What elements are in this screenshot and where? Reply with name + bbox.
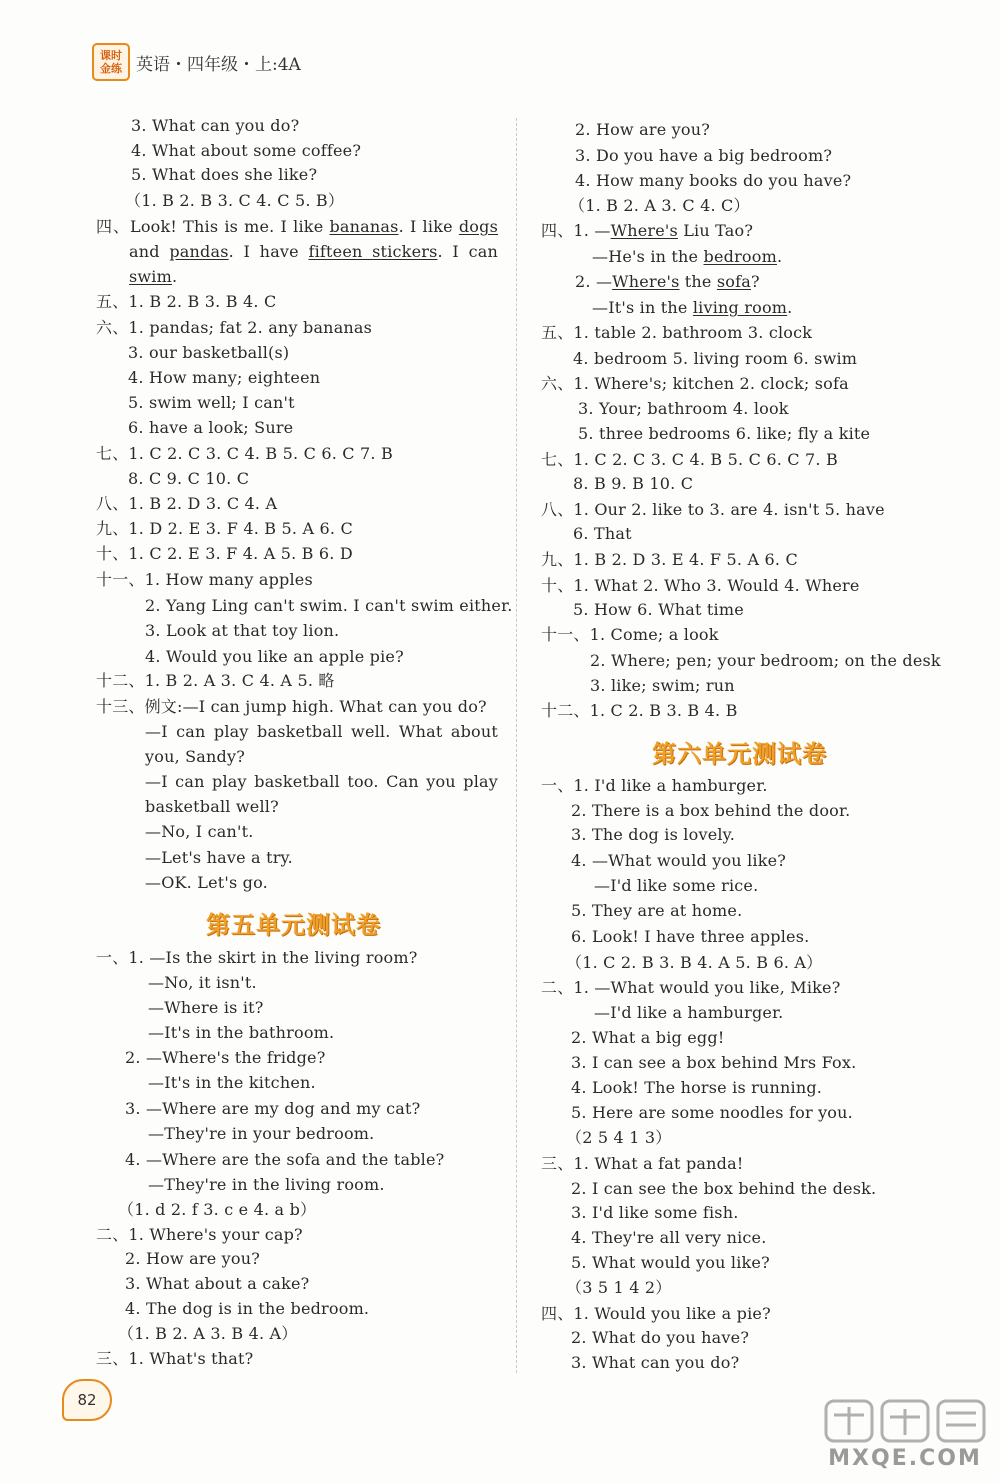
answer-line: 一、1. I'd like a hamburger. bbox=[541, 776, 768, 795]
answer-line: 4. Would you like an apple pie? bbox=[145, 647, 404, 666]
answer-line: 2. How are you? bbox=[575, 120, 711, 139]
answer-line: 2. I can see the box behind the desk. bbox=[571, 1179, 877, 1198]
answer-line: 九、1. B 2. D 3. E 4. F 5. A 6. C bbox=[541, 550, 798, 569]
watermark-text: MXQE.COM bbox=[828, 1446, 982, 1471]
answer-line: 3. I can see a box behind Mrs Fox. bbox=[571, 1053, 857, 1072]
answer-line: 8. C 9. C 10. C bbox=[128, 469, 250, 488]
answer-line: 四、1. Would you like a pie? bbox=[541, 1304, 771, 1323]
answer-line: —I can play basketball well. What about bbox=[145, 722, 498, 741]
answer-line: you, Sandy? bbox=[145, 747, 246, 766]
answer-line: 五、1. B 2. B 3. B 4. C bbox=[96, 292, 277, 311]
answer-line: —They're in your bedroom. bbox=[148, 1124, 375, 1143]
answer-line: （1. C 2. B 3. B 4. A 5. B 6. A） bbox=[566, 953, 823, 972]
answer-line: 2. —Where's the sofa? bbox=[575, 272, 760, 291]
answer-line: 2. There is a box behind the door. bbox=[571, 801, 851, 820]
answer-line: 3. The dog is lovely. bbox=[571, 825, 736, 844]
answer-line: 四、1. —Where's Liu Tao? bbox=[541, 221, 754, 240]
answer-line: —No, I can't. bbox=[145, 822, 254, 841]
answer-line: —It's in the kitchen. bbox=[148, 1073, 316, 1092]
answer-line: 六、1. pandas; fat 2. any bananas bbox=[96, 318, 373, 337]
answer-line: 6. Look! I have three apples. bbox=[571, 927, 810, 946]
answer-line: —OK. Let's go. bbox=[145, 873, 268, 892]
answer-line: （2 5 4 1 3） bbox=[566, 1128, 672, 1147]
answer-line: 4. The dog is in the bedroom. bbox=[125, 1299, 370, 1318]
answer-line: —It's in the living room. bbox=[592, 298, 793, 317]
answer-line: swim. bbox=[129, 267, 178, 286]
answer-line: 七、1. C 2. C 3. C 4. B 5. C 6. C 7. B bbox=[96, 444, 393, 463]
answer-line: 十一、1. How many apples bbox=[96, 570, 313, 589]
answer-line: 3. I'd like some fish. bbox=[571, 1203, 739, 1222]
answer-line: —I'd like a hamburger. bbox=[594, 1003, 784, 1022]
answer-line: 十一、1. Come; a look bbox=[541, 625, 719, 644]
answer-line: 十二、1. B 2. A 3. C 4. A 5. 略 bbox=[96, 671, 335, 690]
answer-line: 3. our basketball(s) bbox=[128, 343, 290, 362]
answer-line: 4. They're all very nice. bbox=[571, 1228, 767, 1247]
answer-line: 5. three bedrooms 6. like; fly a kite bbox=[578, 424, 871, 443]
answer-line: 6. have a look; Sure bbox=[128, 418, 294, 437]
column-divider bbox=[516, 118, 517, 1373]
logo-bottom-text: 金练 bbox=[100, 62, 122, 75]
answer-line: —They're in the living room. bbox=[148, 1175, 385, 1194]
unit6-test-title: 第六单元测试卷 bbox=[652, 740, 827, 768]
answer-line: 4. How many books do you have? bbox=[575, 171, 852, 190]
answer-line: 5. Here are some noodles for you. bbox=[571, 1103, 853, 1122]
answer-line: 十、1. What 2. Who 3. Would 4. Where bbox=[541, 576, 860, 595]
answer-line: 2. What do you have? bbox=[571, 1328, 750, 1347]
answer-line: —No, it isn't. bbox=[148, 973, 257, 992]
answer-line: 十、1. C 2. E 3. F 4. A 5. B 6. D bbox=[96, 544, 353, 563]
answer-line: 五、1. table 2. bathroom 3. clock bbox=[541, 323, 813, 342]
answer-line: （1. B 2. A 3. B 4. A） bbox=[118, 1324, 298, 1343]
answer-line: 2. What a big egg! bbox=[571, 1028, 725, 1047]
answer-line: 8. B 9. B 10. C bbox=[573, 474, 694, 493]
answer-line: and pandas. I have fifteen stickers. I can bbox=[129, 242, 498, 261]
answer-line: 十二、1. C 2. B 3. B 4. B bbox=[541, 701, 738, 720]
answer-line: —Let's have a try. bbox=[145, 848, 293, 867]
answer-line: —I'd like some rice. bbox=[594, 876, 759, 895]
answer-line: —He's in the bedroom. bbox=[592, 247, 783, 266]
answer-line: basketball well? bbox=[145, 797, 279, 816]
answer-line: 3. —Where are my dog and my cat? bbox=[125, 1099, 421, 1118]
answer-line: 八、1. B 2. D 3. C 4. A bbox=[96, 494, 278, 513]
publisher-logo bbox=[92, 43, 130, 81]
answer-line: 5. They are at home. bbox=[571, 901, 743, 920]
answer-line: 四、Look! This is me. I like bananas. I like dogs bbox=[96, 217, 498, 236]
answer-line: 5. What would you like? bbox=[571, 1253, 770, 1272]
answer-line: 3. What can you do? bbox=[131, 116, 300, 135]
answer-line: 4. Look! The horse is running. bbox=[571, 1078, 823, 1097]
answer-line: 4. What about some coffee? bbox=[131, 141, 362, 160]
answer-line: 三、1. What a fat panda! bbox=[541, 1154, 744, 1173]
answer-line: （1. B 2. B 3. C 4. C 5. B） bbox=[125, 191, 345, 210]
answer-line: 4. How many; eighteen bbox=[128, 368, 321, 387]
answer-line: 2. Yang Ling can't swim. I can't swim either. bbox=[145, 596, 513, 615]
answer-line: 3. Look at that toy lion. bbox=[145, 621, 340, 640]
answer-line: 3. Your; bathroom 4. look bbox=[578, 399, 789, 418]
answer-line: 十三、例文:—I can jump high. What can you do? bbox=[96, 697, 487, 716]
answer-line: （1. B 2. A 3. C 4. C） bbox=[569, 196, 750, 215]
answer-line: 4. —Where are the sofa and the table? bbox=[125, 1150, 445, 1169]
answer-line: 3. What about a cake? bbox=[125, 1274, 310, 1293]
answer-line: 2. How are you? bbox=[125, 1249, 261, 1268]
page-header bbox=[92, 44, 301, 80]
answer-line: （3 5 1 4 2） bbox=[566, 1278, 672, 1297]
answer-line: 5. How 6. What time bbox=[573, 600, 744, 619]
logo-top-text: 课时 bbox=[100, 49, 122, 62]
answer-line: 二、1. Where's your cap? bbox=[96, 1225, 303, 1244]
answer-line: 3. What can you do? bbox=[571, 1353, 740, 1372]
answer-line: 三、1. What's that? bbox=[96, 1349, 254, 1368]
answer-line: 九、1. D 2. E 3. F 4. B 5. A 6. C bbox=[96, 519, 353, 538]
answer-line: 八、1. Our 2. like to 3. are 4. isn't 5. have bbox=[541, 500, 885, 519]
answer-line: 4. —What would you like? bbox=[571, 851, 787, 870]
answer-line: 6. That bbox=[573, 524, 632, 543]
answer-line: 2. —Where's the fridge? bbox=[125, 1048, 326, 1067]
page-number: 82 bbox=[62, 1379, 112, 1421]
answer-line: —It's in the bathroom. bbox=[148, 1023, 335, 1042]
answer-line: 2. Where; pen; your bedroom; on the desk bbox=[590, 651, 941, 670]
unit5-test-title: 第五单元测试卷 bbox=[206, 911, 381, 939]
answer-line: —Where is it? bbox=[148, 998, 264, 1017]
answer-line: 3. Do you have a big bedroom? bbox=[575, 146, 833, 165]
answer-line: 5. What does she like? bbox=[131, 165, 318, 184]
answer-line: 一、1. —Is the skirt in the living room? bbox=[96, 948, 418, 967]
answer-line: 二、1. —What would you like, Mike? bbox=[541, 978, 841, 997]
answer-line: 七、1. C 2. C 3. C 4. B 5. C 6. C 7. B bbox=[541, 450, 838, 469]
answer-line: （1. d 2. f 3. c e 4. a b） bbox=[118, 1200, 317, 1219]
answer-line: 5. swim well; I can't bbox=[128, 393, 295, 412]
answer-line: 六、1. Where's; kitchen 2. clock; sofa bbox=[541, 374, 849, 393]
answer-line: 4. bedroom 5. living room 6. swim bbox=[573, 349, 858, 368]
answer-line: —I can play basketball too. Can you play bbox=[145, 772, 498, 791]
answer-line: 3. like; swim; run bbox=[590, 676, 735, 695]
header-title: 英语・四年级・上:4A bbox=[136, 54, 301, 75]
